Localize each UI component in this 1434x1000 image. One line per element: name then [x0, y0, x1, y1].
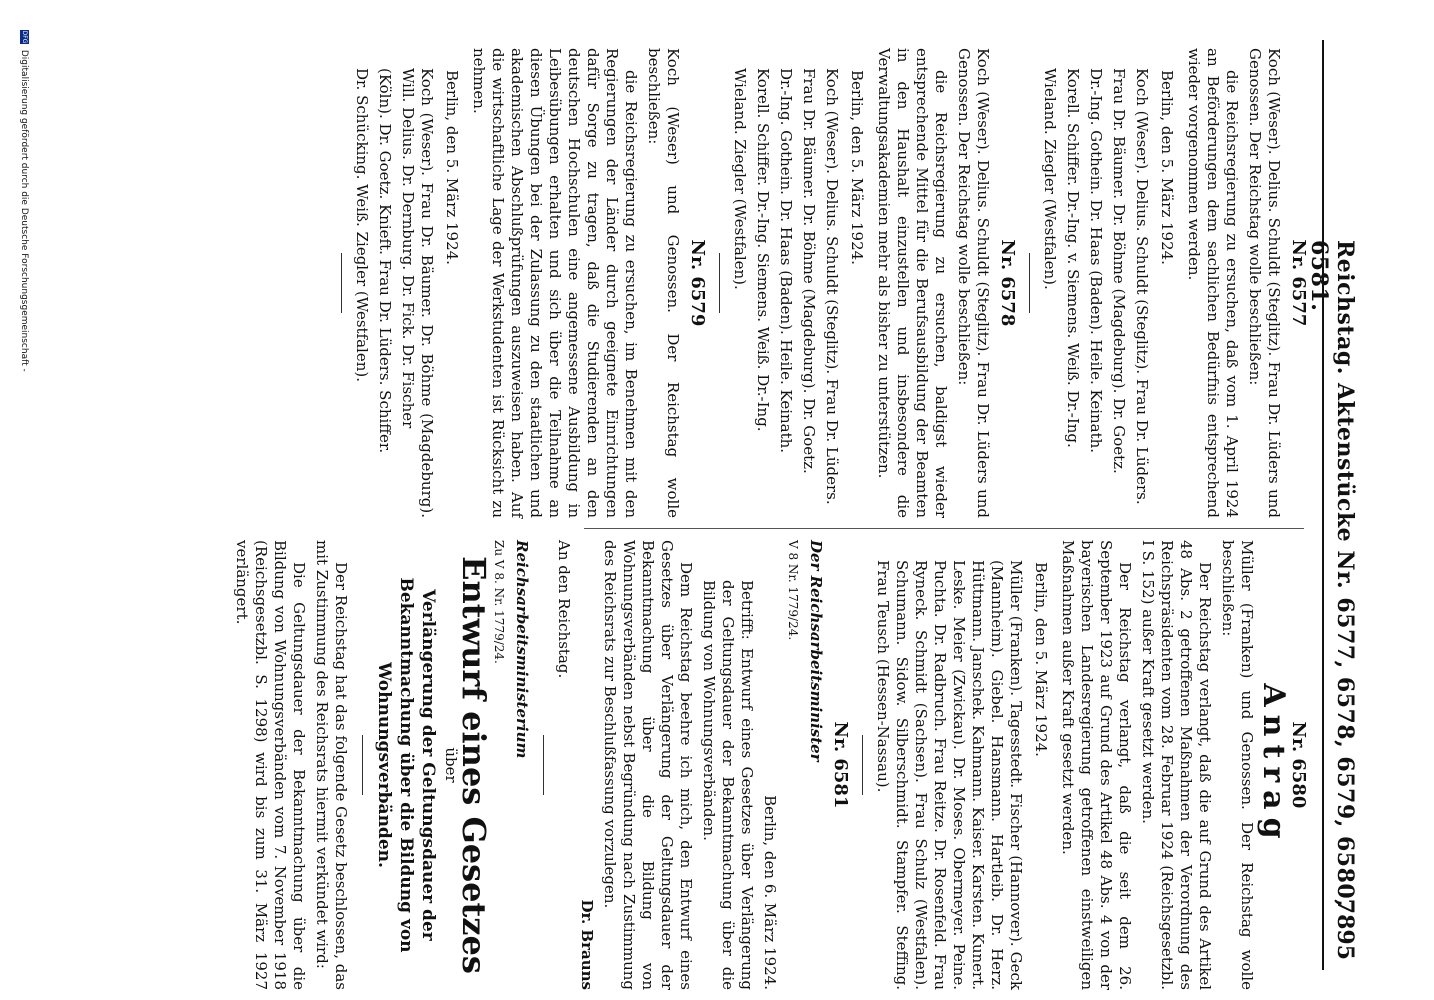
right-column: [228, 540, 1314, 990]
draft-law-title: Entwurf eines Gesetzes: [455, 556, 493, 974]
motion-date: Berlin, den 5. März 1924.: [848, 70, 866, 265]
motion-date: Berlin, den 5. März 1924.: [443, 70, 461, 265]
motion-intro: Koch (Weser). Delius. Schuldt (Steglitz). Frau Dr. Lüders und Genossen. Der Reichstag wolle beschließen:: [1246, 48, 1283, 518]
section-number: Nr. 6579: [687, 239, 708, 327]
section-6578: [719, 48, 1017, 518]
letter-date: Berlin, den 6. März 1924.: [761, 795, 779, 990]
letter-addressee: An den Reichstag.: [555, 540, 573, 679]
signatory-line: Wieland. Ziegler (Westfalen).: [731, 68, 749, 290]
draft-law-ueber: über: [442, 747, 460, 783]
motion-intro: Müller (Franken) und Genossen. Der Reichstag wolle beschließen:: [1219, 540, 1256, 990]
law-article: Die Geltungsdauer der Bekanntmachung über die Bildung von Wohnungsverbänden vom 7. November 1918 (Reichsgesetzbl. S. 1298) wird bis zum 31. März 1927 verlängert.: [233, 540, 308, 990]
separator-rule: [719, 253, 720, 313]
section-6581: [232, 540, 850, 990]
dfg-logo: DFG: [21, 30, 28, 44]
motion-body: die Reichsregierung zu ersuchen, daß vom 1. April 1924 an Beförderungen dem sachlichen Bedürfnis entsprechend wieder vorgenommen werden.: [1185, 48, 1241, 518]
separator-rule: [1029, 253, 1030, 313]
separator-rule: [543, 735, 544, 795]
letter-body: Dem Reichstag beehre ich mich, den Entwurf eines Gesetzes über Verlängerung der Geltungsdauer der Bekanntmachung über die Bildung von Wohnungsverbänden nebst Begründung nach Zustimmung des Reichsrats zur Beschlußfassung vorzulegen.: [601, 540, 695, 990]
section-6579: [341, 48, 707, 518]
sender-reference: V 8 Nr. 1779/24.: [786, 540, 800, 641]
signatory-line: Korell. Schiffer. Dr.-Ing. Siemens. Weiß. Dr.-Ing.: [754, 68, 772, 432]
signatory-line: Dr. Schücking. Weiß. Ziegler (Westfalen).: [353, 68, 371, 383]
section-kind-heading: Antrag: [1256, 683, 1291, 847]
signatory-line: Dr.-Ing. Gothein. Dr. Haas (Baden). Heile. Keinath.: [777, 68, 795, 454]
draft-law-subtitle: Verlängerung der Geltungsdauer der Bekanntmachung über die Bildung von Wohnungsverbänden.: [374, 577, 438, 953]
digitization-footer: [19, 30, 29, 372]
signatory-block: Müller (Franken). Tagesstedt. Fischer (Hannover). Geck (Mannheim). Giebel. Hansmann. Hartleib. Dr. Herz. Hüttmann. Janschek. Kahmann. Kaiser. Karsten. Kunert. Leske. Meier (Zwickau). Dr. Moses. Obermeyer. Peine. Puchta. Dr. Radbruch. Frau Reitze. Dr. Rosenfeld. Frau Ryneck. Schmidt (Sachsen). Frau Schulz (Westfalen). Schumann. Sidow. Silberschmidt. Stampfer. Steffing. Frau Teusch (Hessen-Nassau).: [874, 560, 1025, 990]
motion-date: Berlin, den 5. März 1924.: [1032, 562, 1050, 757]
section-number: Nr. 6580: [1288, 721, 1309, 809]
separator-rule: [862, 735, 863, 795]
sender-name: Der Reichsarbeitsminister: [807, 540, 825, 762]
section-number: Nr. 6578: [997, 239, 1018, 327]
signatory-line: Dr.-Ing. Gothein. Dr. Haas (Baden). Heile. Keinath.: [1087, 68, 1105, 454]
motion-intro: Koch (Weser) und Genossen. Der Reichstag wolle beschließen:: [645, 48, 682, 518]
section-number: Nr. 6581: [830, 721, 851, 809]
column-divider: [584, 528, 1304, 529]
ministry-reference: Zu V 8. Nr. 1779/24.: [492, 540, 506, 664]
letter-subject: Betrifft: Entwurf eines Gesetzes über Verlängerung der Geltungsdauer der Bekanntmachung über die Bildung von Wohnungsverbänden.: [700, 580, 756, 990]
ministry-name: Reichsarbeitsministerium: [513, 540, 531, 759]
footer-text: Digitalisierung gefördert durch die Deutsche Forschungsgemeinschaft -: [19, 49, 29, 372]
enactment-clause: Der Reichstag hat das folgende Gesetz beschlossen, das mit Zustimmung des Reichsrats hiermit verkündet wird:: [313, 540, 350, 990]
motion-body: die Reichsregierung zu ersuchen, baldigst wieder entsprechende Mittel für die Berufsausbildung der Beamten in den Haushalt einzustellen und insbesondere die Verwaltungsakademien mehr als bisher zu unterstützen.: [875, 48, 950, 518]
left-column: [329, 48, 1314, 518]
signatory-line: Koch (Weser). Frau Dr. Bäumer. Dr. Böhme (Magdeburg). Will. Delius. Dr. Dernburg. Dr. Fick. Dr. Fischer: [399, 68, 436, 518]
page-header: [1306, 40, 1364, 970]
signatory-line: Frau Dr. Bäumer. Dr. Böhme (Magdeburg). Dr. Goetz.: [800, 68, 818, 474]
signatory-line: (Köln). Dr. Goetz. Knieft. Frau Dr. Lüders. Schiffer.: [376, 68, 394, 454]
motion-paragraph: Der Reichstag verlangt, daß die seit dem 26. September 1923 auf Grund des Artikel 48 Abs. 4 von der bayerischen Landesregierung getroffenen einstweiligen Maßnahmen außer Kraft gesetzt werden.: [1059, 540, 1134, 990]
motion-intro: Koch (Weser). Delius. Schuldt (Steglitz). Frau Dr. Lüders und Genossen. Der Reichstag wolle beschließen:: [955, 48, 992, 518]
page-title: Reichstag. Aktenstücke Nr. 6577, 6578, 6579, 6580, 6581.: [1306, 240, 1358, 908]
signatory-line: Korell. Schiffer. Dr.-Ing. v. Siemens. Weiß. Dr.-Ing.: [1064, 68, 1082, 448]
motion-paragraph: Der Reichstag verlangt, daß die auf Grund des Artikel 48 Abs. 2 getroffenen Maßnahmen der Verordnung des Reichspräsidenten vom 28. Februar 1924 (Reichsgesetzbl. I S. 152) außer Kraft gesetzt werden.: [1139, 540, 1214, 990]
signatory-line: Koch (Weser). Delius. Schuldt (Steglitz). Frau Dr. Lüders.: [823, 68, 841, 505]
motion-body: die Reichsregierung zu ersuchen, im Benehmen mit den Regierungen der Länder durch geeignete Einrichtungen dafür Sorge zu tragen, daß die Studierenden an den deutschen Hochschulen eine angemessene Ausbildung in Leibesübungen erhalten und sich über die Teilnahme an diesen Übungen bei der Zulassung zu den staatlichen und akademischen Abschlußprüfungen auszuweisen haben. Auf die wirtschaftliche Lage der Werkstudenten ist Rücksicht zu nehmen.: [470, 48, 640, 518]
separator-rule: [341, 253, 342, 313]
separator-rule: [362, 735, 363, 795]
motion-date: Berlin, den 5. März 1924.: [1158, 70, 1176, 265]
section-6577: [1029, 48, 1308, 518]
letter-signer: Dr. Brauns: [578, 899, 596, 990]
page-number: 7895: [1332, 898, 1358, 960]
section-6580: [862, 540, 1308, 990]
signatory-line: Koch (Weser). Delius. Schuldt (Steglitz). Frau Dr. Lüders.: [1133, 68, 1151, 505]
section-number: Nr. 6577: [1288, 239, 1309, 327]
signatory-line: Wieland. Ziegler (Westfalen).: [1041, 68, 1059, 290]
signatory-line: Frau Dr. Bäumer. Dr. Böhme (Magdeburg). Dr. Goetz.: [1110, 68, 1128, 474]
